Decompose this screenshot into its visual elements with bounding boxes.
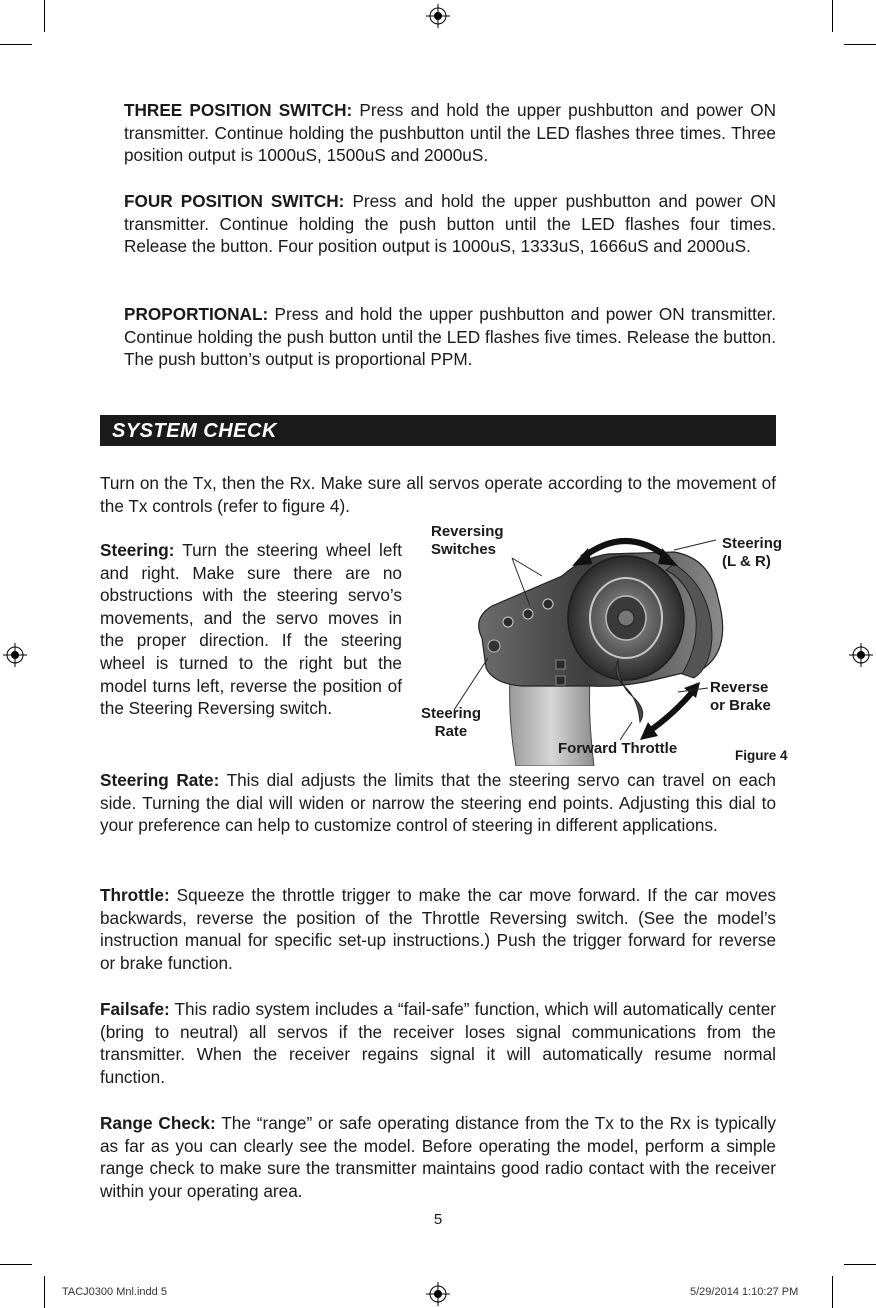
reversing-switch: [543, 599, 553, 609]
registration-mark-icon: [3, 643, 27, 667]
paragraph-lead: FOUR POSITION SWITCH:: [124, 191, 345, 211]
callout-steering: [722, 535, 782, 571]
paragraph-body: Press and hold the upper pushbutton and power ON transmitter. Continue holding the push button until the LED flashes five times. Release the button. The push button’s output is proportional PPM.: [124, 304, 776, 370]
callout-steering-rate: [416, 705, 486, 741]
paragraph-lead: Steering Rate:: [100, 770, 220, 790]
paragraph-body: Press and hold the upper pushbutton and power ON transmitter. Continue holding the pushbutton until the LED flashes three times. Three position output is 1000uS, 1500uS and 2000uS.: [124, 100, 776, 166]
crop-mark: [44, 1276, 45, 1308]
paragraph-body: The “range” or safe operating distance from the Tx to the Rx is typically as far as you can clearly see the model. Before operating the model, perform a simple range check to make sure the transmitter maintains good radio contact with the receiver within your operating area.: [100, 1113, 776, 1201]
slug-timestamp: 5/29/2014 1:10:27 PM: [690, 1286, 799, 1298]
paragraph-lead: Failsafe:: [100, 999, 170, 1019]
paragraph-lead: Throttle:: [100, 885, 170, 905]
paragraph-body: Press and hold the upper pushbutton and power ON transmitter. Continue holding the push button until the LED flashes four times. Release the button. Four position output is 1000uS, 1333uS, 1666uS and 2000uS.: [124, 191, 776, 257]
paragraph-body: Turn on the Tx, then the Rx. Make sure all servos operate according to the movement of the Tx controls (refer to figure 4).: [100, 473, 776, 516]
callout-line: Reversing: [431, 523, 504, 540]
paragraph-failsafe: [100, 998, 776, 1088]
crop-mark: [832, 0, 833, 32]
callout-line: Forward Throttle: [558, 740, 678, 757]
crop-mark: [844, 1264, 876, 1265]
registration-mark-icon: [426, 4, 450, 28]
registration-mark-icon: [426, 1282, 450, 1306]
crop-mark: [832, 1276, 833, 1308]
paragraph-intro: [100, 472, 776, 517]
callout-line: Reverse: [710, 679, 769, 696]
slug-file-name: TACJ0300 Mnl.indd 5: [62, 1286, 167, 1298]
paragraph-steering: [100, 539, 402, 720]
caption-text: Figure 4: [735, 748, 788, 763]
registration-mark-icon: [849, 643, 873, 667]
page-number: 5: [433, 1211, 443, 1228]
callout-reverse-brake: [710, 679, 771, 715]
paragraph-lead: PROPORTIONAL:: [124, 304, 269, 324]
callout-line: Steering: [722, 535, 783, 552]
paragraph-body: This radio system includes a “fail-safe” function, which will automatically center (bring to neutral) all servos if the receiver loses signal communications from the transmitter. When the receiver regains signal it will automatically resume normal function.: [100, 999, 776, 1087]
paragraph-steering-rate: [100, 769, 776, 837]
paragraph-body: Squeeze the throttle trigger to make the car move forward. If the car moves backwards, reverse the position of the Throttle Reversing switch. (See the model’s instruction manual for specific set-up instructions.) Push the trigger forward for reverse or brake function.: [100, 885, 776, 973]
callout-line: Switches: [431, 541, 497, 558]
paragraph-proportional: [124, 303, 776, 371]
crop-mark: [844, 44, 876, 45]
section-title: SYSTEM CHECK: [112, 420, 277, 442]
steering-rate-dial: [488, 640, 500, 652]
callout-line: or Brake: [710, 697, 771, 714]
reversing-switch: [523, 609, 533, 619]
paragraph-throttle: [100, 884, 776, 974]
paragraph-four-position: [124, 190, 776, 258]
paragraph-body: This dial adjusts the limits that the steering servo can travel on each side. Turning the dial will widen or narrow the steering end points. Adjusting this dial to your preference can help to customize control of steering in different applications.: [100, 770, 776, 836]
paragraph-three-position: [124, 99, 776, 167]
throttle-arrow-icon: [648, 690, 694, 732]
paragraph-lead: Range Check:: [100, 1113, 216, 1133]
crop-mark: [0, 44, 32, 45]
crop-mark: [44, 0, 45, 32]
callout-reversing-switches: [431, 523, 504, 559]
paragraph-range-check: [100, 1112, 776, 1202]
callout-line: (L & R): [722, 553, 771, 570]
callout-line: Rate: [434, 723, 468, 740]
paragraph-lead: THREE POSITION SWITCH:: [124, 100, 353, 120]
reversing-switch: [503, 617, 513, 627]
figure-caption: [735, 747, 788, 765]
crop-mark: [0, 1264, 32, 1265]
paragraph-body: Turn the steering wheel left and right. Make sure there are no obstructions with the steering servo’s movements, and the servo moves in the proper direction. If the steering wheel is turned to the right but the model turns left, reverse the position of the Steering Reversing switch.: [100, 540, 402, 719]
section-header-bar: [100, 415, 776, 446]
paragraph-lead: Steering:: [100, 540, 175, 560]
callout-forward-throttle: [558, 740, 677, 758]
callout-line: Steering: [420, 705, 481, 722]
